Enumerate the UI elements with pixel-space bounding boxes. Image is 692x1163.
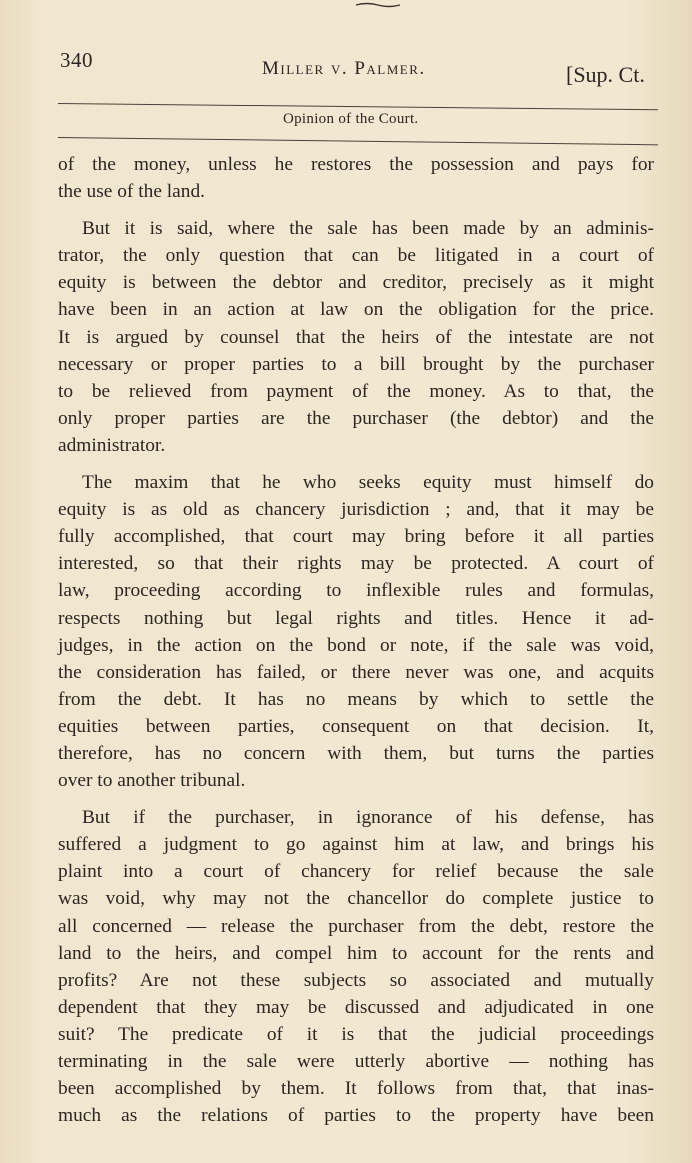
text-line: terminating in the sale were utterly abortive — nothing has [58, 1051, 654, 1072]
text-line: trator, the only question that can be litigated in a court of [58, 245, 654, 267]
paragraph [58, 804, 654, 1129]
text-line: been accomplished by them. It follows from that, that inas- [58, 1078, 654, 1100]
text-line: over to another tribunal. [58, 770, 246, 792]
text-line: plaint into a court of chancery for relief because the sale [58, 861, 654, 883]
body-text [58, 151, 654, 1129]
text-line: But if the purchaser, in ignorance of his defense, has [82, 807, 654, 829]
text-line: land to the heirs, and compel him to account for the rents and [58, 942, 654, 964]
page-number: 340 [60, 48, 93, 72]
text-line: the consideration has failed, or there never was one, and acquits [58, 661, 654, 683]
text-line: all concerned — release the purchaser from the debt, restore the [58, 915, 654, 937]
decorative-flourish [355, 2, 401, 8]
text-line: fully accomplished, that court may bring before it all parties [58, 526, 654, 548]
text-line: The maxim that he who seeks equity must himself do [82, 472, 654, 494]
text-line: dependent that they may be discussed and adjudicated in one [58, 996, 654, 1018]
text-line: the use of the land. [58, 181, 206, 203]
text-line: equity is as old as chancery jurisdiction ; and, that it may be [58, 499, 654, 521]
paragraph [58, 151, 654, 205]
text-line: equities between parties, consequent on that decision. It, [58, 715, 654, 737]
running-title: Miller v. Palmer. [262, 58, 426, 79]
text-line: judges, in the action on the bond or note, if the sale was void, [58, 634, 654, 656]
header-rule-top [58, 103, 658, 110]
paragraph [58, 215, 654, 459]
text-line: profits? Are not these subjects so associated and mutually [58, 969, 654, 991]
text-line: much as the relations of parties to the property have been [58, 1105, 654, 1127]
text-line: of the money, unless he restores the possession and pays for [58, 154, 654, 175]
text-line: respects nothing but legal rights and titles. Hence it ad- [58, 607, 654, 629]
header-rule-bottom [58, 137, 658, 145]
text-line: to be relieved from payment of the money. As to that, the [58, 380, 654, 402]
text-line: only proper parties are the purchaser (the debtor) and the [58, 407, 654, 429]
paragraph [58, 469, 654, 794]
text-line: It is argued by counsel that the heirs of the intestate are not [58, 326, 654, 348]
text-line: But it is said, where the sale has been made by an adminis- [82, 218, 654, 240]
text-line: was void, why may not the chancellor do complete justice to [58, 888, 654, 910]
text-line: suit? The predicate of it is that the judicial proceedings [58, 1023, 654, 1045]
text-line: equity is between the debtor and creditor, precisely as it might [58, 272, 654, 294]
section-heading: Opinion of the Court. [283, 111, 419, 127]
text-line: from the debt. It has no means by which to settle the [58, 688, 654, 710]
text-line: law, proceeding according to inflexible rules and formulas, [58, 580, 654, 602]
court-label: [Sup. Ct. [566, 62, 645, 87]
text-line: therefore, has no concern with them, but turns the parties [58, 742, 654, 764]
text-line: have been in an action at law on the obligation for the price. [58, 299, 654, 321]
text-line: administrator. [58, 434, 166, 456]
text-line: interested, so that their rights may be protected. A court of [58, 553, 654, 575]
text-line: necessary or proper parties to a bill brought by the purchaser [58, 353, 654, 375]
text-line: suffered a judgment to go against him at law, and brings his [58, 834, 654, 856]
